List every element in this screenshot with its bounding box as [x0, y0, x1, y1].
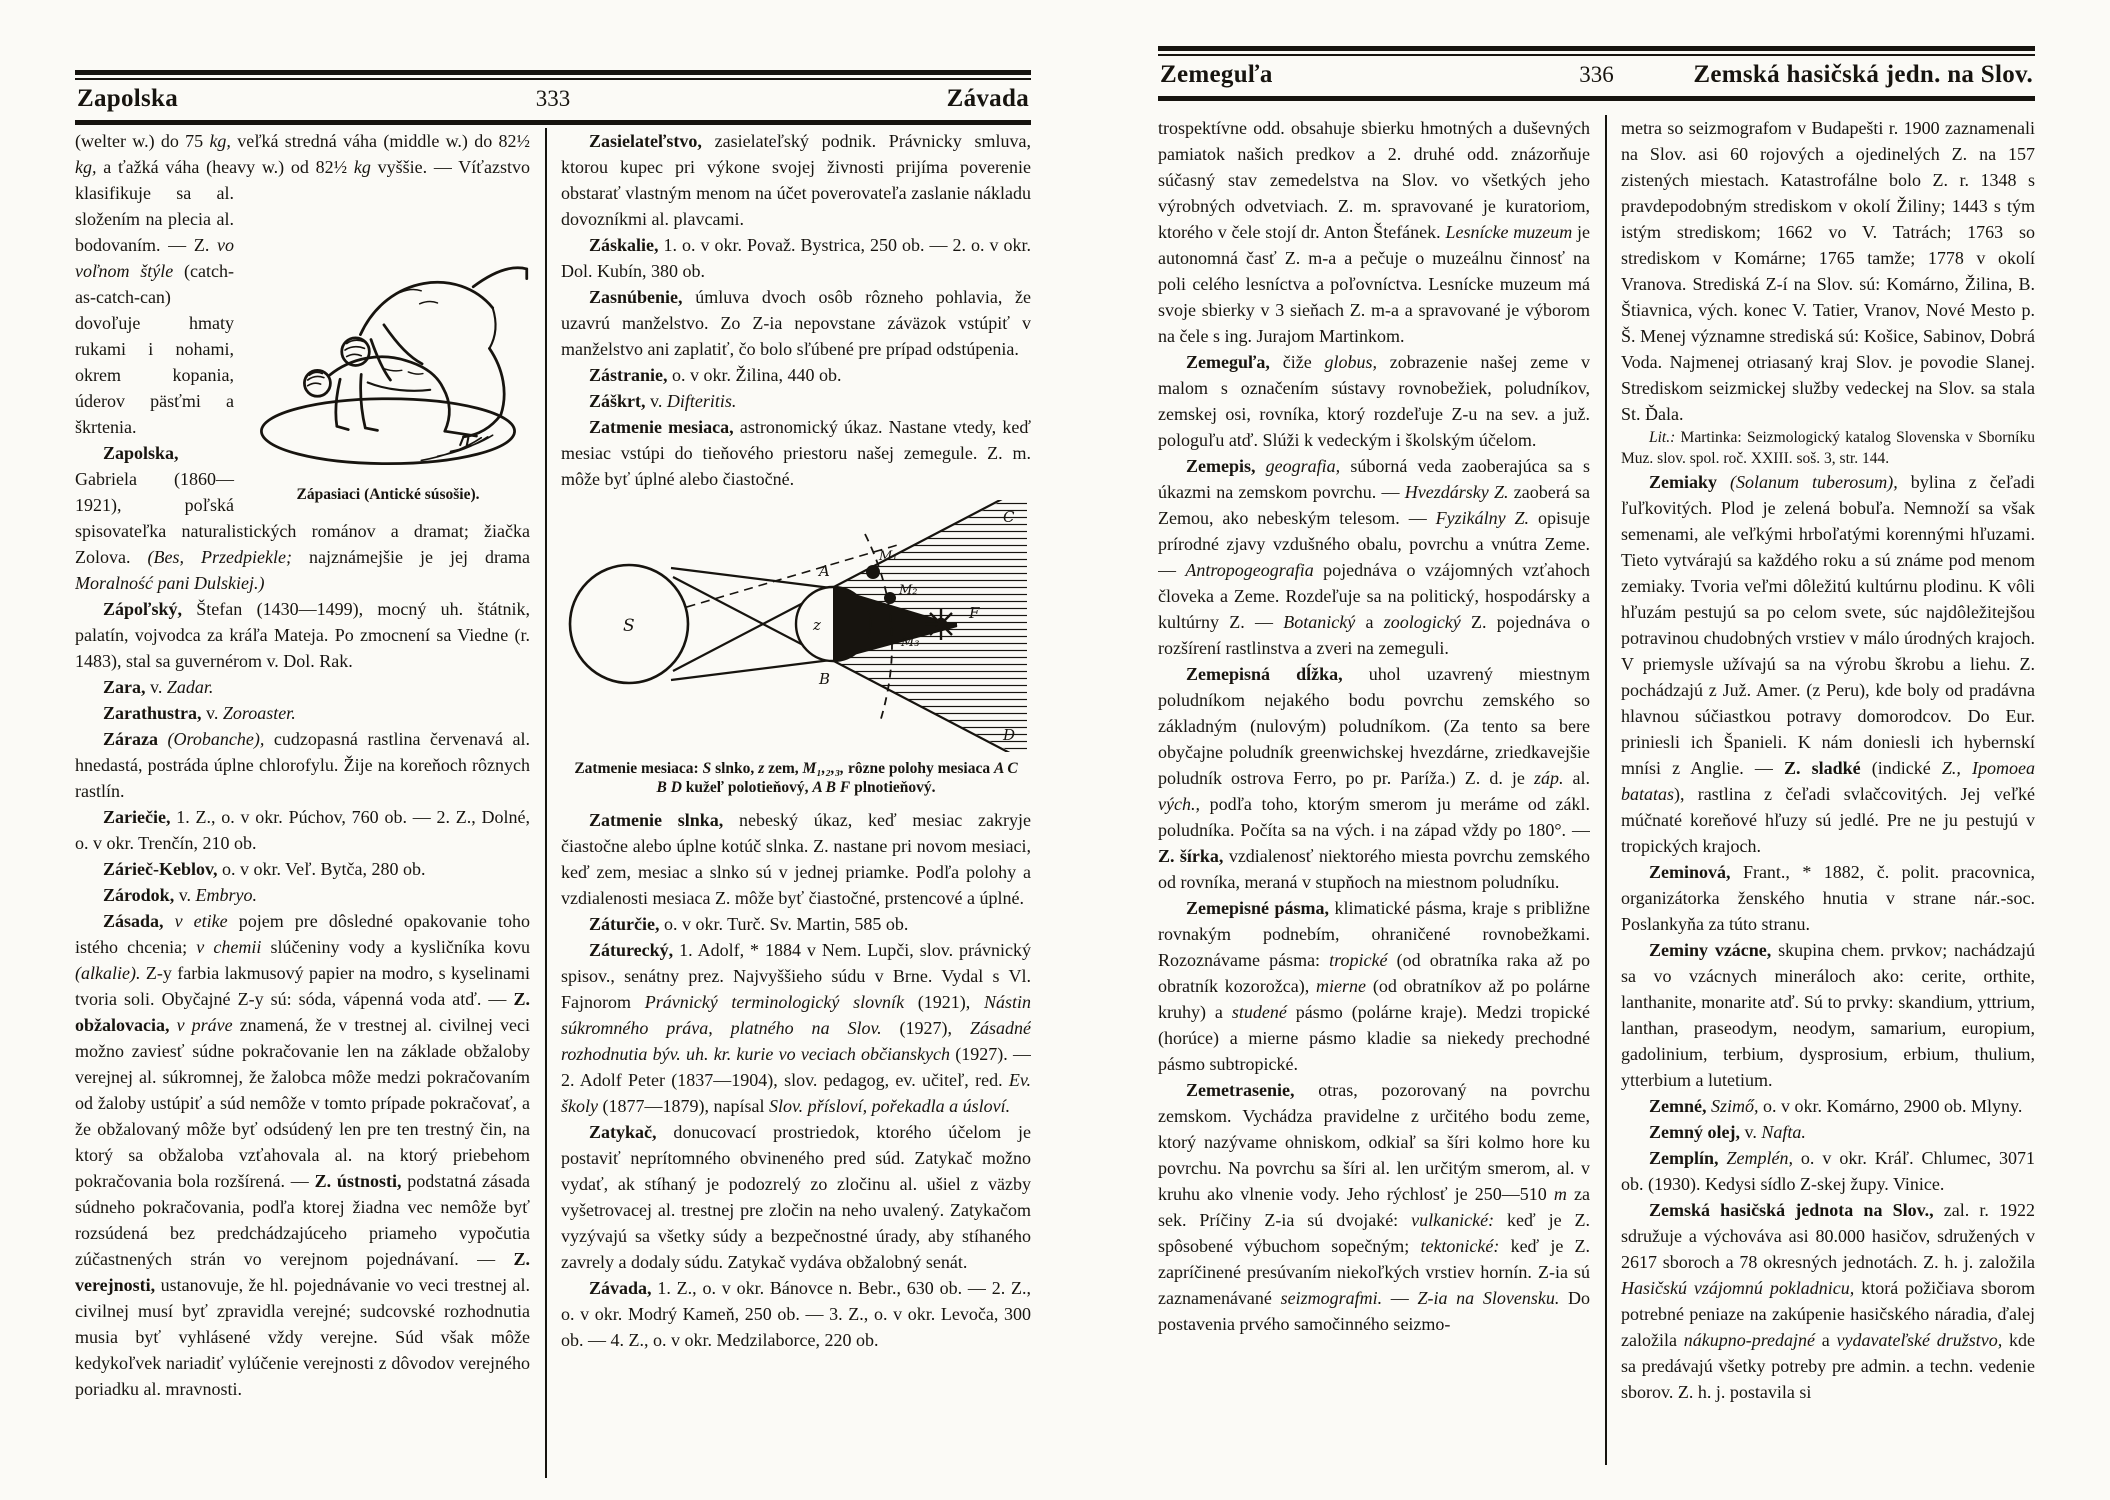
text-run: Nástin súkromného práva, platného na Slov.: [561, 992, 1031, 1038]
text-run: Zariečie,: [103, 807, 171, 827]
text-run: M₁,₂,₃,: [802, 760, 845, 777]
text-run: klimatické pásma, kraje s približne rovnakým podnebím, ohraničené rovnobežkami. Rozoznávame pásma:: [1158, 898, 1590, 970]
text-run: Zasnúbenie,: [589, 287, 683, 307]
text-run: v.: [174, 885, 196, 905]
paragraph: [1621, 1093, 2035, 1119]
paragraph: [1621, 427, 2035, 469]
text-run: Zásadné rozhodnutia býv. uh. kr. kurie vo veciach občianskych: [561, 1018, 1031, 1064]
bottom-wrestler-front-arm: [336, 379, 349, 429]
text-run: Hvezdársky Z.: [1404, 482, 1509, 502]
text-run: pásmo (polárne kraje). Medzi tropické (horúce) a mierne pásmo kladie sa niekedy prechodné pásmo subtropické.: [1158, 1002, 1590, 1074]
text-run: metra so seizmografom v Budapešti r. 1900 zaznamenali na Slov. asi 60 rojových a ojedinelých Z. na 157 zistených miestach. Katastrofálne bolo Z. r. 1348 s pravdepodobným strediskom v okolí Žiliny; 1443 s tým istým strediskom; 1662 vo V. Tatrách; 1763 so strediskom v Komárne; 1765 tamže; 1778 v okolí Vranova. Strediská Z-í na Slov. sú: Komárno, Žilina, B. Štiavnica, vých. konec V. Tatier, Vranov, Nové Mesto p. Š. Menej významne strediská sú: Košice, Sabinov, Dobrá Voda. Najmenej otriasaný kraj Slov. je povodie Slanej. Strediskom seizmickej služby vedeckej na Slov. sa stala St. Ďala.: [1621, 118, 2035, 424]
column-divider: [545, 128, 547, 1478]
text-run: —: [1382, 1288, 1418, 1308]
text-run: bylina z čeľadi ľuľkovitých. Plod je zelená bobuľa. Nemnoží sa však semenami, ale veľkými hrboľatými korennými hľuzami. Tieto vytvárajú sa každého roku a sú známe pod menom zemiaky. Tvoria veľmi dôležitú kultúrnu plodinu. K vôli hľuzám pestujú sa po celom svete, súc najdôležitejšou potravinou chudobných vrstiev v málo úrodných krajoch. V priemysle užívajú sa na výrobu škrobu a liehu. Z. pochádzajú z Juž. Amer. (z Peru), kde boly od pradávna hlavnou súčiastkou potravy domorodcov. Do Eur. priniesli ich Španieli. K nám doniesli ich hybernskí mnísi z Anglie. —: [1621, 472, 2035, 778]
eclipse-figure: [561, 500, 1031, 797]
running-head-word-left: Zemeguľa: [1160, 61, 1273, 88]
plinth-shading: [421, 435, 492, 460]
text-run: Zara,: [103, 677, 146, 697]
text-run: Ev. školy: [561, 1070, 1031, 1116]
text-run: Zemné,: [1649, 1096, 1707, 1116]
text-run: najznámejšie je jej drama: [291, 547, 530, 567]
text-run: Z. obžalovacia,: [75, 989, 530, 1035]
text-run: ustanovuje, že hl. pojednávanie vo veci trestnej al. civilnej musí byť zpravidla verejné; sudcovské rozhodnutia musia byť vyhlásené vždy verejne. Súd však môže kedykoľvek nariadiť vylúčenie verejnosti z dôvodov verejného poriadku al. mravnosti.: [75, 1275, 530, 1399]
text-run: Difteritis.: [666, 391, 737, 411]
text-run: vzdialenosť niektorého miesta povrchu zemského od rovníka, meraná v stupňoch na miestnom poludníku.: [1158, 846, 1590, 892]
text-run: je autonomná časť Z. m-a a pečuje o muzeálnu činnosť na poli celého lesníctva a poľovníctva. Lesnícke muzeum má svoje sbierky v 3 sieňach Z. m-a a spravované je výborom na čele s ing. Jurajom Martinkom.: [1158, 222, 1590, 346]
text-run: o. v okr. Veľ. Bytča, 280 ob.: [217, 859, 426, 879]
top-wrestler-back: [360, 282, 492, 334]
text-run: 1. Z., o. v okr. Bánovce n. Bebr., 630 ob. — 2. Z., o. v okr. Modrý Kameň, 250 ob. — 3. Z., o. v okr. Levoča, 300 ob. — 4. Z., o. v okr. Medzilaborce, 220 ob.: [561, 1278, 1031, 1350]
text-run: Zatmenie mesiaca:: [574, 760, 703, 777]
text-run: uhol uzavrený miestnym poludníkom nejakého bodu povrchu zemského so základným (nulovým) poludníkom. (Za tento sa bere obyčajne poludník greenwichskej hvezdárne, zriedkavejšie poludník ostrova Ferro, po pr. Paríža.) Z. d. je: [1158, 664, 1590, 788]
paragraph: [1621, 1197, 2035, 1405]
text-run: seizmografmi.: [1280, 1288, 1383, 1308]
text-run: (Orobanche),: [157, 729, 265, 749]
text-run: klasifikuje sa al. složením na plecia al. bodovaním. — Z.: [75, 183, 234, 255]
text-run: tektonické:: [1420, 1236, 1500, 1256]
page-number: 336: [1579, 62, 1614, 87]
label-m3: M₃: [901, 635, 920, 650]
running-head-word-left: Zapolska: [77, 85, 179, 112]
text-run: za sek. Príčiny Z-ia sú dvojaké:: [1158, 1184, 1590, 1230]
paragraph: [561, 937, 1031, 1119]
text-run: Z-ia na Slovensku.: [1417, 1288, 1560, 1308]
paragraph: [75, 700, 530, 726]
text-run: vulkanické:: [1411, 1210, 1495, 1230]
text-run: Zemplín,: [1649, 1148, 1719, 1168]
text-run: Zápoľský,: [103, 599, 182, 619]
text-run: Právnický terminologický slovník: [644, 992, 905, 1012]
page-right: [1158, 0, 2035, 1500]
paragraph: [561, 911, 1031, 937]
text-run: Zemplén,: [1718, 1148, 1793, 1168]
text-run: Antropogeografia: [1185, 560, 1314, 580]
text-run: Z. šírka,: [1158, 846, 1224, 866]
column-4: [1621, 115, 2035, 1465]
text-run: v.: [145, 677, 167, 697]
label-a: A: [819, 562, 830, 580]
header-rule-top: [1158, 46, 2035, 51]
text-run: Zemetrasenie,: [1186, 1080, 1295, 1100]
header-rule-top: [75, 70, 1031, 75]
text-run: Štefan (1430—1499), mocný uh. štátnik, palatín, vojvodca za kráľa Mateja. Po zmocnení sa Viedne (r. 1483), stal sa guvernérom v. Dol. Rak.: [75, 599, 530, 671]
paragraph: [75, 908, 530, 1402]
text-run: 1. Adolf, * 1884 v Nem. Lupči, slov. právnický spisov., senátny prez. Najvyššieho súdu v Brne. Vydal s Vl. Fajnorom: [561, 940, 1031, 1012]
running-head-row: [1158, 56, 2035, 96]
paragraph: [561, 362, 1031, 388]
label-m2: M₂: [899, 583, 918, 598]
sun-label: S: [623, 616, 635, 636]
text-run: Zemepis,: [1186, 456, 1256, 476]
text-run: studené: [1231, 1002, 1287, 1022]
text-run: nákupno-predajné: [1683, 1330, 1816, 1350]
text-run: Zásada,: [103, 911, 164, 931]
text-run: (catch-as-catch-can) dovoľuje hmaty rukami i nohami, okrem kopania, úderov päsťmi a škrtenia.: [75, 261, 234, 437]
text-run: Zemepisná dĺžka,: [1186, 664, 1343, 684]
paragraph: [75, 674, 530, 700]
text-run: Frant., * 1882, č. polit. pracovnica, organizátorka ženského hnutia v strane nár.-soc. Poslankyňa za túto stranu.: [1621, 862, 2035, 934]
text-run: Fyzikálny Z.: [1435, 508, 1530, 528]
paragraph: [561, 1119, 1031, 1275]
text-run: Zoroaster.: [222, 703, 296, 723]
paragraph: [1621, 937, 2035, 1093]
text-run: Martinka: Seizmologický katalog Slovenska v Sborníku Muz. slov. spol. roč. XXIII. soš. 3, str. 144.: [1621, 429, 2035, 467]
text-run: (1927). — 2. Adolf Peter (1837—1904), slov. pedagog, ev. učiteľ, red.: [561, 1044, 1031, 1090]
text-run: donucovací prostriedok, ktorého účelom je postaviť neprítomného obvineného pred súd. Zatykač možno vydať, ak stíhaný je podozrelý zo zločinu al. ušiel z väzby vyšetrovacej al. trestnej pre zločin na neho uvalený. Zatykačom vyzývajú sa všetky súdy a bezpečnostné úrady, aby stíhaného zavrely a dodaly súdu. Zatykač vydáva obžalobný senát.: [561, 1122, 1031, 1272]
text-run: vých.,: [1158, 794, 1200, 814]
paragraph: [1621, 469, 2035, 859]
running-head-word-right: Zemská hasičská jedn. na Slov.: [1693, 61, 2033, 88]
text-run: o. v okr. Komárno, 2900 ob. Mlyny.: [1758, 1096, 2023, 1116]
text-run: čiže: [1269, 352, 1325, 372]
top-wrestler-hair: [345, 340, 364, 356]
wrestlers-figure: [246, 183, 530, 504]
text-run: (od obratníka raka až po obratník kozorožca),: [1158, 950, 1590, 996]
column-divider: [1605, 115, 1607, 1465]
text-run: (od obratníkov až po polárne kruhy) a: [1158, 976, 1590, 1022]
text-run: 1. o. v okr. Považ. Bystrica, 250 ob. — 2. o. v okr. Dol. Kubín, 380 ob.: [561, 235, 1031, 281]
paragraph: [1621, 115, 2035, 427]
paragraph: [1158, 895, 1590, 1077]
text-run: v.: [1739, 1122, 1762, 1142]
text-run: otras, pozorovaný na povrchu zemskom. Vychádza pravidelne z určitého bodu zeme, ktorý nazývame ohniskom, odkiaľ sa šíri kolmo hore ku povrchu. Na povrchu sa šíri al. len určitým smerom, al. v kruhu ako vlnenie vody. Jeho rýchlosť je 250—510: [1158, 1080, 1590, 1204]
text-run: mierne: [1316, 976, 1367, 996]
column-1: [75, 128, 530, 1478]
text-run: (indické: [1860, 758, 1942, 778]
figure-caption: [246, 485, 530, 504]
text-run: Zemská hasičská jednota na Slov.,: [1649, 1200, 1934, 1220]
paragraph: [1158, 453, 1590, 661]
paragraph: [561, 807, 1031, 911]
text-run: Zasielateľstvo,: [589, 131, 702, 151]
text-run: tropické: [1329, 950, 1388, 970]
text-run: (welter w.) do 75: [75, 131, 210, 151]
text-run: Z. pojednáva o rozšírení rastlinstva a zveri na zemeguli.: [1158, 612, 1590, 658]
text-run: m: [1553, 1184, 1567, 1204]
column-2: [561, 128, 1031, 1478]
paragraph: [1158, 349, 1590, 453]
label-c: C: [1003, 508, 1015, 526]
header-rule-bottom: [75, 120, 1031, 125]
text-run: v.: [201, 703, 223, 723]
text-run: Zarathustra,: [103, 703, 202, 723]
bottom-wrestler-leg: [443, 388, 476, 436]
bottom-wrestler-belly: [368, 382, 430, 390]
text-run: Zeminová,: [1649, 862, 1731, 882]
text-run: slúčeniny vody a kysličníka kovu: [261, 937, 530, 957]
column-3: [1158, 115, 1590, 1465]
text-run: podľa toho, ktorým smerom ju meráme od zákl. poludníka. Počíta sa na vých. i na západ vždy po 180°. —: [1158, 794, 1590, 840]
paragraph: [75, 804, 530, 856]
paragraph: [561, 232, 1031, 284]
text-run: 1. Z., o. v okr. Púchov, 760 ob. — 2. Z., Dolné, o. v okr. Trenčín, 210 ob.: [75, 807, 530, 853]
text-run: v.: [645, 391, 667, 411]
text-run: Zárodok,: [103, 885, 175, 905]
text-run: Závada,: [589, 1278, 652, 1298]
text-run: Moralność pani Dulskiej.): [75, 573, 265, 593]
text-run: zoologický: [1383, 612, 1461, 632]
text-run: kužeľ polotieňový,: [681, 779, 813, 796]
text-run: (Bes, Przedpiekle;: [147, 547, 292, 567]
text-run: Z. ústnosti,: [314, 1171, 402, 1191]
running-head-word-right: Závada: [946, 85, 1029, 112]
text-run: astronomický úkaz. Nastane vtedy, keď mesiac vstúpi do tieňového priestoru našej zemegule. Z. m. môže byť úplné alebo čiastočné.: [561, 417, 1031, 489]
paragraph: [75, 882, 530, 908]
text-run: o. v okr. Žilina, 440 ob.: [667, 365, 842, 385]
text-run: a ťažká váha (heavy w.) od 82½: [96, 157, 354, 177]
bottom-wrestler-hair: [308, 372, 324, 385]
text-run: vo voľnom štýle: [75, 235, 234, 281]
text-run: trospektívne odd. obsahuje sbierku hmotných a duševných pamiatok našich predkov a 2. druhé odd. znázorňuje súčasný stav zemedelstva na Slov. vo všetkých jeho výrobných odvetviach. Z. m. spravované je kuratoriom, ktorého v čele stojí dr. Anton Štefánek.: [1158, 118, 1590, 242]
text-run: keď je Z. spôsobené výbuchom sopečným;: [1158, 1210, 1590, 1256]
text-run: Zástranie,: [589, 365, 668, 385]
text-run: cudzopasná rastlina červenavá al. hnedastá, postráda úplne chlorofylu. Žije na koreňoch rôznych rastlín.: [75, 729, 530, 801]
text-run: rôzne polohy mesiaca: [844, 760, 994, 777]
text-run: Z-y farbia lakmusový papier na modro, s kyselinami tvoria soli. Obyčajné Z-y sú: sóda, vápenná voda atď. —: [75, 963, 530, 1009]
text-run: Zadar.: [166, 677, 214, 697]
label-d: D: [1003, 726, 1016, 744]
text-run: Záturecký,: [589, 940, 674, 960]
text-run: (Solanum tuberosum),: [1717, 472, 1898, 492]
text-run: zem,: [764, 760, 803, 777]
text-run: Z., Ipomoea batatas: [1621, 758, 2035, 804]
text-run: opisuje prírodné zjavy vzdušného obalu, povrchu a vnútra Zeme. —: [1158, 508, 1590, 580]
text-run: Zatmenie mesiaca,: [589, 417, 734, 437]
text-run: Zemiaky: [1649, 472, 1718, 492]
text-run: plnotieňový.: [850, 779, 936, 796]
text-run: vydavateľské družstvo,: [1836, 1330, 2003, 1350]
text-run: Lesnícke muzeum: [1445, 222, 1573, 242]
text-run: (1877—1879), napísal: [597, 1096, 769, 1116]
text-run: a: [1355, 612, 1384, 632]
text-run: v práve: [169, 1015, 233, 1035]
text-run: Hasičskú vzájomnú pokladnicu,: [1621, 1278, 1855, 1298]
text-run: kg,: [75, 157, 97, 177]
paragraph: [1621, 1119, 2035, 1145]
top-wrestler-foot: [460, 437, 468, 446]
paragraph: [561, 284, 1031, 362]
text-run: zasielateľský podnik. Právnicky smluva, ktorou kupec pri výkone svojej živnosti prijíma poverenie obstarať vlastným menom na účet poverovateľa zaslanie nákladu dovozníkmi al. plavcami.: [561, 131, 1031, 229]
paragraph: [75, 856, 530, 882]
paragraph: [561, 128, 1031, 232]
text-run: Zemeguľa,: [1186, 352, 1270, 372]
text-run: slnko,: [711, 760, 759, 777]
text-run: vyššie. — Víťazstvo: [370, 157, 530, 177]
text-run: nebeský úkaz, keď mesiac zakryje čiastočne alebo úplne kotúč slnka. Z. nastane pri novom mesiaci, keď zem, mesiac a slnko sú v jednej priamke. Podľa polohy a vzdialenosti mesiaca Z. môže byť čiastočné, prstencové a úplné.: [561, 810, 1031, 908]
text-run: globus,: [1324, 352, 1377, 372]
text-run: zobrazenie našej zeme v malom s označením sústavy rovnobežiek, poludníkov, zemskej osi, rovníka, ktorý rozdeľuje Z-u na sev. a juž. pologuľu atď. Slúži k vedeckým i školským účelom.: [1158, 352, 1590, 450]
text-run: kg: [353, 157, 371, 177]
paragraph: [1158, 661, 1590, 895]
paragraph: [1621, 1145, 2035, 1197]
text-run: Zápasiaci (Antické súsošie).: [296, 486, 480, 503]
text-run: pojednáva o vzájomných vzťahoch človeka a Zeme. Rozdeľuje sa na politický, hospodársky a kultúrny Z. —: [1158, 560, 1590, 632]
wrestlers-engraving: [246, 183, 530, 483]
label-b: B: [819, 670, 831, 688]
moon-position-1: [866, 565, 880, 579]
page-header-right: [1158, 46, 2035, 101]
header-rule-bottom: [1158, 96, 2035, 101]
top-wrestler-arm-grip: [371, 339, 390, 380]
text-run: Záskalie,: [589, 235, 659, 255]
text-run: Lit.:: [1649, 429, 1676, 446]
text-run: A C B D: [656, 760, 1018, 796]
text-run: Zeminy vzácne,: [1649, 940, 1772, 960]
text-run: Z. sladké: [1784, 758, 1861, 778]
text-run: o. v okr. Kráľ. Chlumec, 3071 ob. (1930). Kedysi sídlo Z-skej župy. Vinice.: [1621, 1148, 2035, 1194]
text-run: Slov. přísloví, pořekadla a úsloví.: [768, 1096, 1011, 1116]
text-run: Embryo.: [195, 885, 258, 905]
text-run: skupina chem. prvkov; nachádzajú sa vo vzácnych mineráloch ako: cerite, orthite, lanthanite, monarite atď. Sú to prvky: skandium, yttrium, lanthan, praseodym, neodym, samarium, europium, gadolinium, terbium, dysprosium, erbium, thulium, ytterbium a lutetium.: [1621, 940, 2035, 1090]
text-run: znamená, že v trestnej al. civilnej veci možno zaviesť súdne pokračovanie len na základe obžaloby verejnej al. súkromnej, že žalobca môže medzi pokračovaním od žaloby ustúpiť a súd nemôže v tomto prípade pokračovať, a že obžalovaný môže byť odsúdený len pre ten trestný čin, na ktorý sa obžaloba vzťahovala al. na ktorý priebehom pokračovania bola rozšírená. —: [75, 1015, 530, 1191]
text-run: Szimő,: [1706, 1096, 1759, 1116]
ground-plinth: [261, 399, 514, 464]
text-run: Botanický: [1283, 612, 1356, 632]
text-run: Zemepisné pásma,: [1186, 898, 1330, 918]
paragraph: [561, 1275, 1031, 1353]
text-run: súborná veda zaoberajúca sa s úkazmi na zemskom povrchu. —: [1158, 456, 1590, 502]
text-run: Zatykač,: [589, 1122, 657, 1142]
text-run: ktorá požičiava sborom potrebné peniaze na zakúpenie hasičského náradia, ďalej založila: [1621, 1278, 2035, 1350]
paragraph: [75, 596, 530, 674]
text-run: z: [758, 760, 765, 777]
text-run: v etike: [163, 911, 228, 931]
text-run: Zárieč-Keblov,: [103, 859, 218, 879]
page-header-left: [75, 70, 1031, 125]
paragraph: [561, 388, 1031, 414]
label-f: F: [969, 604, 980, 622]
moon-position-2: [884, 592, 896, 604]
page-number: 333: [535, 86, 571, 111]
text-run: Zapolska,: [103, 443, 179, 463]
text-run: Záškrt,: [589, 391, 646, 411]
paragraph: [1158, 1077, 1590, 1337]
text-run: A B F: [812, 779, 851, 796]
text-run: pojem pre dôsledné opakovanie toho istého chcenia;: [75, 911, 530, 957]
text-run: a: [1815, 1330, 1837, 1350]
text-run: záp.: [1533, 768, 1564, 788]
label-m1: M₁: [879, 549, 898, 564]
lunar-eclipse-diagram: [565, 500, 1027, 752]
text-run: keď je Z. zapríčinené presúvaním niekoľkých vrstiev hornín. Z-ia sú zaznamenávané: [1158, 1236, 1590, 1308]
text-run: kg,: [209, 131, 231, 151]
earth-label: z: [813, 616, 821, 634]
text-run: kde sa predávajú všetky potreby pre admin. a techn. vedenie sborov. Z. h. j. postavila si: [1621, 1330, 2035, 1402]
top-wrestler-chest: [489, 308, 495, 349]
text-columns-left: [75, 128, 1031, 1478]
page-left: [75, 0, 1031, 1500]
text-run: Zatmenie slnka,: [589, 810, 724, 830]
text-run: Do postavenia prvého samočinného seizmo-: [1158, 1288, 1590, 1334]
text-run: S: [702, 760, 712, 777]
text-run: (1921),: [904, 992, 984, 1012]
text-run: zaoberá sa Zemou, ako nebeským telesom. —: [1158, 482, 1590, 528]
text-run: Nafta.: [1761, 1122, 1806, 1142]
text-run: o. v okr. Turč. Sv. Martin, 585 ob.: [659, 914, 909, 934]
text-run: v chemii: [196, 937, 262, 957]
text-run: veľká stredná váha (middle w.) do 82½: [230, 131, 530, 151]
paragraph: [561, 414, 1031, 492]
text-run: Záraza: [103, 729, 158, 749]
text-run: al.: [1563, 768, 1590, 788]
text-run: Gabriela (1860—1921), poľská spisovateľka naturalistických románov a dramat; žiačka Zolova.: [75, 469, 530, 567]
text-run: (alkalie).: [75, 963, 141, 983]
top-wrestler-raised-leg: [473, 268, 527, 287]
paragraph: [1621, 859, 2035, 937]
text-run: Záturčie,: [589, 914, 660, 934]
text-run: Z. verejnosti,: [75, 1249, 530, 1295]
running-head-row: [75, 80, 1031, 120]
text-run: geografia,: [1255, 456, 1341, 476]
text-run: zal. r. 1922 sdružuje a výchováva asi 80.000 hasičov, sdružených v 2617 sboroch a 78 okresných jednotách. Z. h. j. založila: [1621, 1200, 2035, 1272]
text-run: podstatná zásada súdneho pokračovania, podľa ktorej žiadna vec nemôže byť rozsúdená bez predchádzajúceho priameho vypočutia zúčastnených strán vo verejnom pojednávaní. —: [75, 1171, 530, 1269]
paragraph: [75, 726, 530, 804]
text-run: Zemný olej,: [1649, 1122, 1740, 1142]
text-columns-right: [1158, 115, 2035, 1465]
top-wrestler-kneeling-leg: [463, 348, 504, 436]
text-run: úmluva dvoch osôb rôzneho pohlavia, že uzavrú manželstvo. Zo Z-ia nepovstane záväzok vstúpiť v manželstvo ani zaplatiť, čo bolo sľúbené pre prípad odstúpenia.: [561, 287, 1031, 359]
figure-caption: [561, 759, 1031, 797]
text-run: ), rastlina z čeľadi svlačcovitých. Jej veľké múčnaté koreňové hľuzy sú jedlé. Pre ne ju pestujú v tropických krajoch.: [1621, 784, 2035, 856]
paragraph: [1158, 115, 1590, 349]
text-run: (1927),: [881, 1018, 970, 1038]
